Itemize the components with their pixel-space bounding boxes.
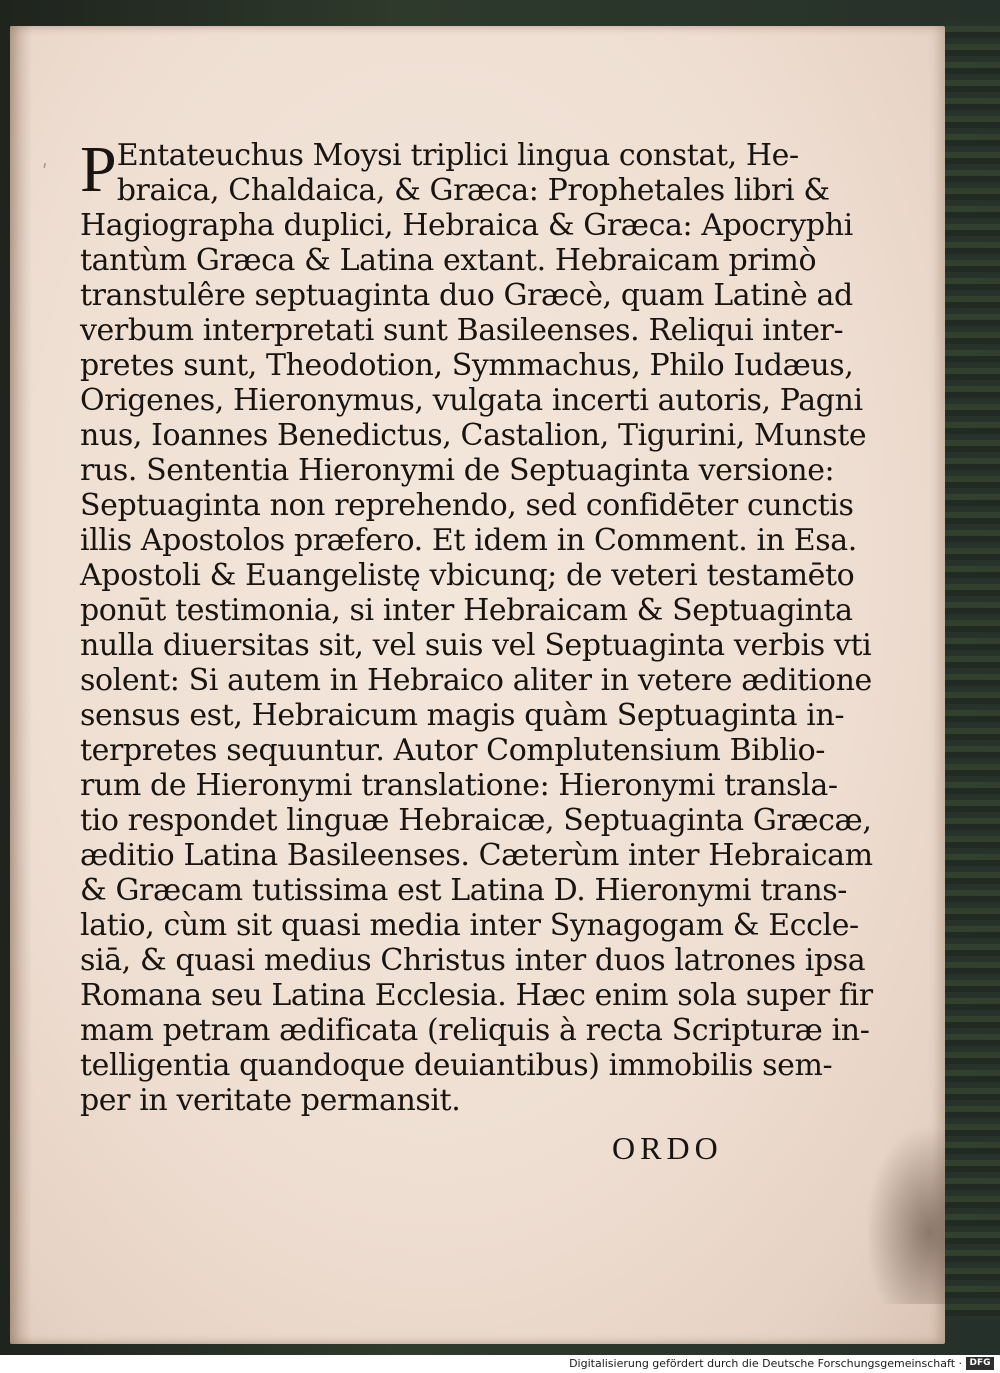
text-line: Romana seu Latina Ecclesia. Hæc enim sola super fir <box>80 978 873 1013</box>
drop-cap: P <box>80 133 117 206</box>
text-line: Septuaginta non reprehendo, sed confidēter cunctis <box>80 488 854 523</box>
text-line: tantùm Græca & Latina extant. Hebraicam primò <box>80 243 817 278</box>
catchword: ORDO <box>612 1130 723 1166</box>
text-line: nus, Ioannes Benedictus, Castalion, Tigurini, Munste <box>80 418 867 453</box>
text-line: Hagiographa duplici, Hebraica & Græca: Apocryphi <box>80 208 853 243</box>
text-line: Entateuchus Moysi triplici lingua constat, He- <box>116 138 799 173</box>
book-cover-edge <box>940 20 1000 1320</box>
text-line: verbum interpretati sunt Basileenses. Reliqui inter- <box>80 313 844 348</box>
dfg-logo-icon: DFG <box>966 1357 994 1370</box>
page-stain <box>865 1124 945 1304</box>
page-spine-shadow <box>10 26 32 1344</box>
text-line: rum de Hieronymi translatione: Hieronymi transla- <box>80 768 838 803</box>
text-line: tio respondet linguæ Hebraicæ, Septuaginta Græcæ, <box>80 803 872 838</box>
text-line: terpretes sequuntur. Autor Complutensium Biblio- <box>80 733 826 768</box>
margin-mark: ʹ <box>42 160 48 184</box>
text-line: per in veritate permansit. <box>80 1083 461 1118</box>
text-line: latio, cùm sit quasi media inter Synagogam & Eccle- <box>80 908 859 943</box>
text-line: Origenes, Hieronymus, vulgata incerti autoris, Pagni <box>80 383 863 418</box>
text-line: & Græcam tutissima est Latina D. Hieronymi trans- <box>80 873 847 908</box>
text-line: mam petram ædificata (reliquis à recta Scripturæ in- <box>80 1013 870 1048</box>
footer-credit: Digitalisierung gefördert durch die Deutsche Forschungsgemeinschaft · <box>569 1357 962 1370</box>
text-line: pretes sunt, Theodotion, Symmachus, Philo Iudæus, <box>80 348 854 383</box>
page-text-block <box>80 133 873 1118</box>
text-line: nulla diuersitas sit, vel suis vel Septuaginta verbis vti <box>80 628 872 663</box>
text-line: ponūt testimonia, si inter Hebraicam & Septuaginta <box>80 593 853 628</box>
text-line: solent: Si autem in Hebraico aliter in vetere æditione <box>80 663 872 698</box>
text-line: sensus est, Hebraicum magis quàm Septuaginta in- <box>80 698 845 733</box>
text-line: Apostoli & Euangelistę vbicunq; de veteri testamēto <box>80 558 855 593</box>
text-line: æditio Latina Basileenses. Cæterùm inter Hebraicam <box>80 838 873 873</box>
text-line: braica, Chaldaica, & Græca: Prophetales libri & <box>116 173 830 208</box>
text-line: rus. Sententia Hieronymi de Septuaginta versione: <box>80 453 835 488</box>
text-line: transtulêre septuaginta duo Græcè, quam Latinè ad <box>80 278 853 313</box>
text-line: illis Apostolos præfero. Et idem in Comment. in Esa. <box>80 523 857 558</box>
text-line: siā, & quasi medius Christus inter duos latrones ipsa <box>80 943 866 978</box>
text-line: telligentia quandoque deuiantibus) immobilis sem- <box>80 1048 833 1083</box>
